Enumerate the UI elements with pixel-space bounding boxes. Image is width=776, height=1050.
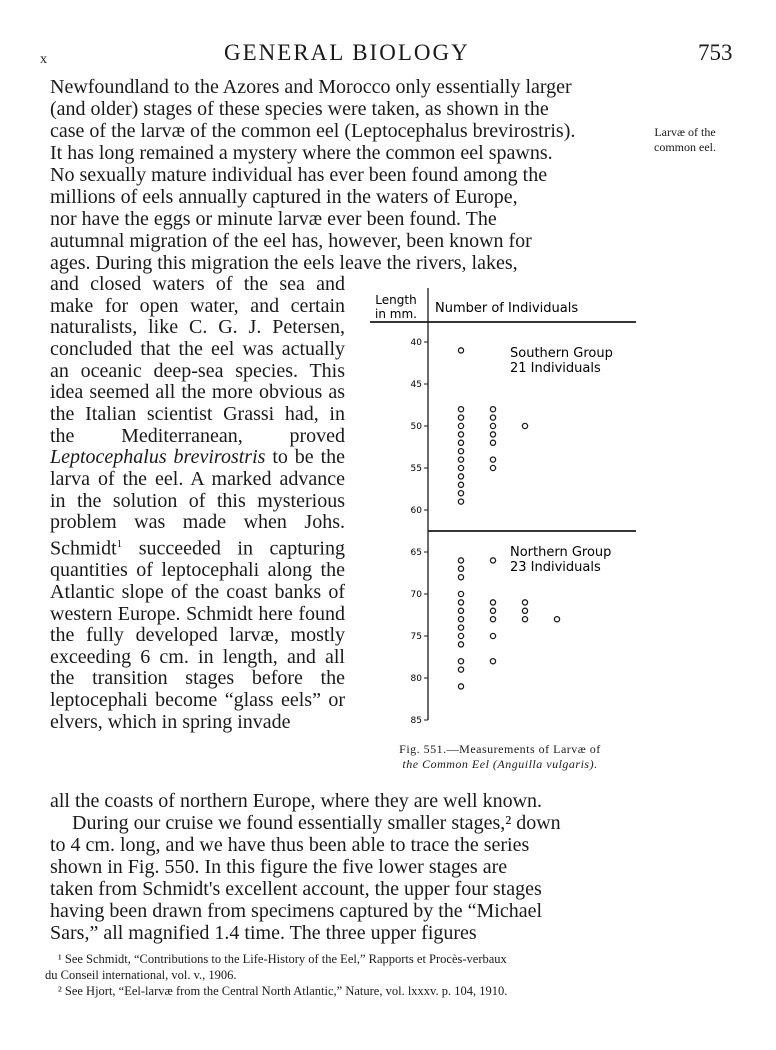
data-point: [490, 659, 495, 664]
data-point: [458, 432, 463, 437]
data-point: [458, 608, 463, 613]
y-tick-label: 60: [410, 506, 422, 516]
data-point: [490, 457, 495, 462]
species-name: Leptocephalus brevirostris: [50, 446, 266, 469]
data-point: [458, 457, 463, 462]
data-point: [490, 600, 495, 605]
data-point: [458, 659, 463, 664]
y-tick-label: 80: [410, 674, 422, 684]
data-point: [458, 566, 463, 571]
data-point: [458, 449, 463, 454]
body-line: taken from Schmidt's excellent account, the upper four stages: [50, 878, 542, 900]
section-mark: x: [40, 52, 47, 67]
data-point: [458, 482, 463, 487]
data-point: [554, 617, 559, 622]
data-point: [490, 608, 495, 613]
y-tick-label: 75: [410, 632, 422, 642]
body-line: Sars,” all magnified 1.4 time. The three upper figures: [50, 922, 477, 944]
data-point: [458, 684, 463, 689]
data-point: [458, 558, 463, 563]
data-point: [522, 600, 527, 605]
figure-caption: [355, 742, 645, 772]
data-point: [490, 432, 495, 437]
body-line: millions of eels annually captured in the waters of Europe,: [50, 186, 518, 208]
data-point: [522, 423, 527, 428]
data-point: [458, 491, 463, 496]
y-tick-label: 70: [410, 590, 422, 600]
data-point: [458, 667, 463, 672]
footnote-ref: 1: [116, 537, 123, 550]
eel-larvae-chart: [360, 282, 640, 730]
body-line: No sexually mature individual has ever been found among the: [50, 164, 548, 186]
northern-group-label: Northern Group: [510, 545, 612, 560]
column-text: and closed waters of the sea and make for open water, and certain naturalists, like C. G. J. Petersen, concluded that the eel was actually an oceanic deep-sea species. This idea seemed all the more obvious as the Italian scientist Grassi had, in the Mediterranean, proved: [50, 273, 345, 447]
y-tick-label: 50: [410, 422, 422, 432]
data-point: [458, 625, 463, 630]
body-line: having been drawn from specimens captured by the “Michael: [50, 900, 543, 922]
southern-group-label: Southern Group: [510, 346, 613, 361]
body-line: shown in Fig. 550. In this figure the five lower stages are: [50, 856, 508, 878]
data-point: [458, 591, 463, 596]
data-point: [458, 600, 463, 605]
data-point: [458, 474, 463, 479]
data-point: [458, 423, 463, 428]
data-point: [522, 608, 527, 613]
running-title: GENERAL BIOLOGY: [224, 40, 470, 65]
footnote-1: ¹ See Schmidt, “Contributions to the Life-History of the Eel,” Rapports et Procès-verbaux: [58, 952, 507, 966]
body-line: to 4 cm. long, and we have thus been able to trace the series: [50, 834, 530, 856]
caption-line: the Common Eel (Anguilla vulgaris).: [402, 757, 598, 771]
data-point: [522, 617, 527, 622]
data-point: [458, 499, 463, 504]
data-point: [458, 617, 463, 622]
data-point: [490, 633, 495, 638]
y-tick-label: 40: [410, 338, 422, 348]
axis-label: Length: [375, 293, 417, 307]
y-tick-label: 85: [410, 716, 422, 726]
y-tick-label: 55: [410, 464, 422, 474]
margin-note: Larvæ of the common eel.: [654, 125, 716, 154]
column-header: Number of Individuals: [435, 301, 579, 316]
page-number: 753: [698, 40, 733, 65]
data-point: [490, 407, 495, 412]
axis-label: in mm.: [375, 307, 417, 321]
body-line: case of the larvæ of the common eel (Leptocephalus brevirostris).: [50, 120, 576, 142]
column-text: succeeded in capturing quantities of leptocephali along the Atlantic slope of the coast banks of western Europe. Schmidt here found the fully developed larvæ, mostly exceeding 6 cm. in length, and all the transition stages before the leptocephali become “glass eels” or elvers, which in spring invade: [50, 537, 345, 733]
body-line: ages. During this migration the eels leave the rivers, lakes,: [50, 252, 518, 274]
data-point: [490, 465, 495, 470]
data-point: [458, 440, 463, 445]
body-line: During our cruise we found essentially smaller stages,² down: [72, 812, 561, 834]
data-point: [458, 575, 463, 580]
column-text: to be the larva of the eel. A marked advance in the solution of this mysterious problem was made when Johs. Schmidt: [50, 446, 345, 560]
data-point: [490, 617, 495, 622]
data-point: [458, 407, 463, 412]
northern-group-count: 23 Individuals: [510, 560, 601, 575]
body-line: Newfoundland to the Azores and Morocco only essentially larger: [50, 76, 572, 98]
footnote-1-cont: du Conseil international, vol. v., 1906.: [45, 968, 237, 982]
data-point: [490, 558, 495, 563]
body-line: autumnal migration of the eel has, however, been known for: [50, 230, 532, 252]
caption-line: Fig. 551.—Measurements of Larvæ of: [399, 742, 601, 756]
southern-group-count: 21 Individuals: [510, 361, 601, 376]
data-point: [458, 348, 463, 353]
body-line: nor have the eggs or minute larvæ ever been found. The: [50, 208, 497, 230]
y-tick-label: 65: [410, 548, 422, 558]
data-point: [458, 642, 463, 647]
data-point: [490, 440, 495, 445]
data-point: [458, 465, 463, 470]
data-point: [458, 415, 463, 420]
data-point: [490, 415, 495, 420]
y-tick-label: 45: [410, 380, 422, 390]
text-column: [50, 274, 345, 733]
data-point: [490, 423, 495, 428]
body-line: It has long remained a mystery where the common eel spawns.: [50, 142, 553, 164]
body-line: all the coasts of northern Europe, where they are well known.: [50, 790, 543, 812]
footnote-2: ² See Hjort, “Eel-larvæ from the Central North Atlantic,” Nature, vol. lxxxv. p. 104, 1910.: [58, 984, 508, 998]
data-point: [458, 633, 463, 638]
body-line: (and older) stages of these species were taken, as shown in the: [50, 98, 549, 120]
